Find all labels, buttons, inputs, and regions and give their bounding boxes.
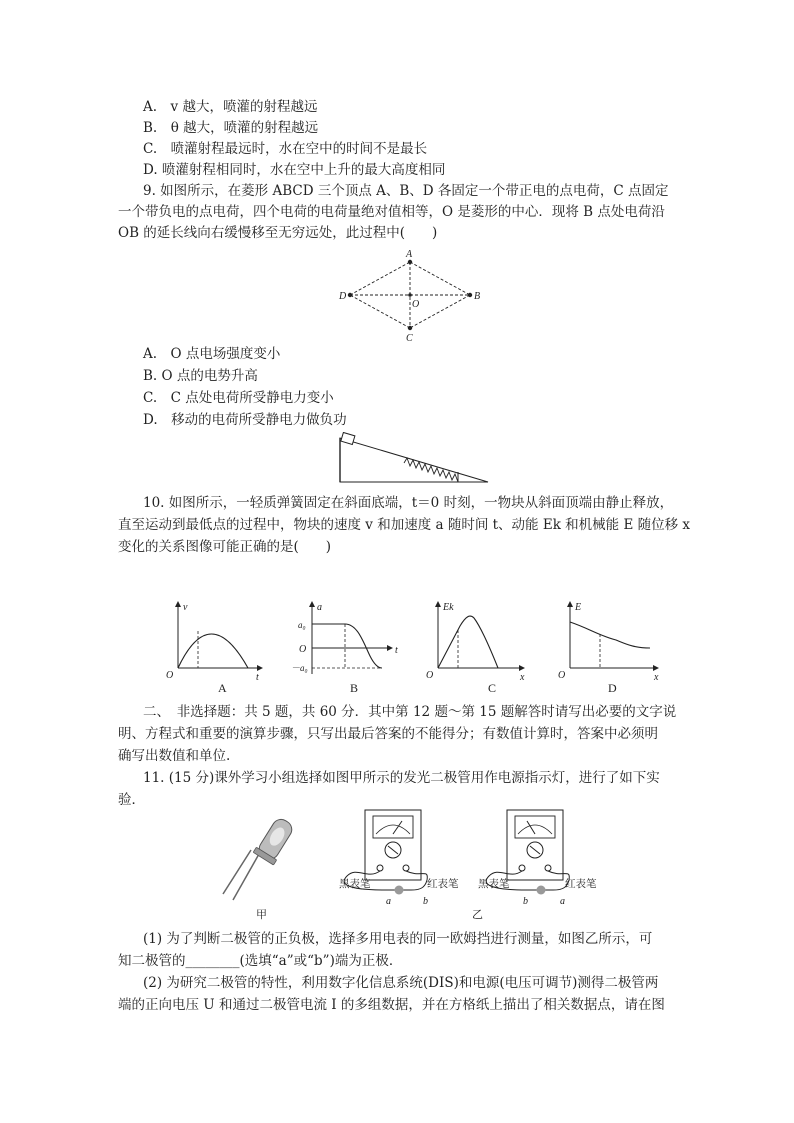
graph-d: [558, 602, 659, 695]
section2-line1: 二、 非选择题：共 5 题，共 60 分．其中第 12 题～第 15 题解答时请写出必要的文字说: [143, 704, 677, 720]
q11-p1-line2: 知二极管的________(选填“a”或“b”)端为正极．: [118, 953, 403, 969]
q11-stem-line1: 11. (15 分)课外学习小组选择如图甲所示的发光二极管用作电源指示灯，进行了如下实: [143, 770, 660, 786]
led-figure: [223, 815, 297, 900]
q10-stem-line2: 直至运动到最低点的过程中，物块的速度 v 和加速度 a 随时间 t、动能 Ek 和机械能 E 随位移 x: [118, 517, 691, 533]
charge-d: [348, 293, 352, 297]
graph-c: [426, 602, 525, 695]
graph-c-label: C: [488, 681, 497, 695]
section2-line3: 确写出数值和单位.: [118, 748, 231, 764]
graph-a: [166, 602, 262, 695]
graph-c-x-label: x: [520, 672, 525, 683]
black-probe-2: 黑表笔: [478, 879, 510, 890]
label-o: O: [412, 299, 420, 310]
graph-a-x-label: t: [256, 672, 259, 683]
q9-stem-line2: 一个带负电的点电荷，四个电荷的电荷量绝对值相等，O 是菱形的中心．现将 B 点处电荷沿: [118, 204, 665, 220]
label-yi: 乙: [472, 909, 483, 921]
graph-b-tick-a0: a₀: [298, 620, 306, 630]
curve-d: [570, 622, 650, 648]
q11-p1-line1: (1) 为了判断二极管的正负极，选择多用电表的同一欧姆挡进行测量，如图乙所示，可: [143, 931, 653, 947]
q10-graphs: [160, 598, 670, 696]
graph-d-label: D: [608, 681, 617, 695]
q9-stem-line1: 9. 如图所示，在菱形 ABCD 三个顶点 A、B、D 各固定一个带正电的点电荷，C 点固定: [143, 183, 669, 199]
q11-p2-line1: (2) 为研究二极管的特性，利用数字化信息系统(DIS)和电源(电压可调节)测得二极管两: [143, 975, 659, 991]
graph-d-y-label: E: [575, 602, 582, 613]
q10-stem-line3: 变化的关系图像可能正确的是( ): [118, 539, 332, 555]
graph-d-origin: O: [558, 670, 566, 681]
center-o: [408, 293, 412, 297]
graph-c-y-label: Ek: [443, 602, 454, 613]
charge-a: [408, 260, 412, 264]
graph-b-y-label: a: [317, 602, 322, 613]
label-a: A: [406, 249, 413, 260]
label-b-2: b: [523, 896, 528, 907]
graph-b-label: B: [350, 681, 359, 695]
graph-b: [291, 602, 398, 695]
black-probe-1: 黑表笔: [339, 879, 371, 890]
label-b: B: [474, 291, 481, 302]
graph-c-origin: O: [426, 670, 434, 681]
red-probe-2: 红表笔: [565, 879, 597, 890]
q11-figures: [215, 808, 615, 923]
charge-b: [468, 293, 472, 297]
q8-option-b: B. θ 越大，喷灌的射程越远: [143, 120, 319, 136]
graph-a-origin: O: [166, 670, 174, 681]
curve-a: [178, 634, 248, 668]
q10-stem-line1: 10. 如图所示，一轻质弹簧固定在斜面底端，t＝0 时刻，一物块从斜面顶端由静止释放，: [143, 495, 674, 511]
q8-option-d: D. 喷灌射程相同时，水在空中上升的最大高度相同: [143, 162, 446, 178]
curve-c: [438, 616, 498, 668]
q8-option-a: A. v 越大，喷灌的射程越远: [143, 99, 318, 115]
q11-p2-line2: 端的正向电压 U 和通过二极管电流 I 的多组数据，并在方格纸上描出了相关数据点，请在图: [118, 997, 665, 1013]
q10-incline-figure: [334, 432, 494, 488]
label-d: D: [339, 291, 347, 302]
q9-stem-line3: OB 的延长线向右缓慢移至无穷远处，此过程中( ): [118, 225, 438, 241]
q9-rhombus-figure: [335, 246, 495, 344]
graph-b-tick-neg-a0: －a₀: [291, 663, 308, 673]
q9-option-c: C. C 点处电荷所受静电力变小: [143, 390, 334, 406]
q9-option-a: A. O 点电场强度变小: [143, 346, 281, 362]
label-a-2: a: [560, 896, 565, 907]
q8-option-c: C. 喷灌射程最远时，水在空中的时间不是最长: [143, 141, 428, 157]
q9-option-b: B. O 点的电势升高: [143, 368, 258, 384]
curve-b: [312, 624, 382, 668]
graph-a-label: A: [218, 681, 227, 695]
graph-d-x-label: x: [654, 672, 659, 683]
charge-c: [408, 326, 412, 330]
incline: [340, 438, 488, 482]
graph-b-tick-o: O: [299, 644, 307, 655]
graph-a-y-label: v: [183, 602, 188, 613]
label-c: C: [406, 333, 413, 344]
spring: [404, 458, 458, 482]
label-b-1: b: [423, 896, 428, 907]
q9-option-d: D. 移动的电荷所受静电力做负功: [143, 412, 347, 428]
label-a-1: a: [386, 896, 391, 907]
section2-line2: 明、方程式和重要的演算步骤，只写出最后答案的不能得分；有数值计算时，答案中必须明: [118, 726, 658, 742]
label-jia: 甲: [256, 909, 267, 921]
q11-stem-line2: 验．: [118, 792, 145, 808]
graph-b-x-label: t: [395, 645, 398, 656]
red-probe-1: 红表笔: [427, 879, 459, 890]
block: [341, 432, 355, 444]
